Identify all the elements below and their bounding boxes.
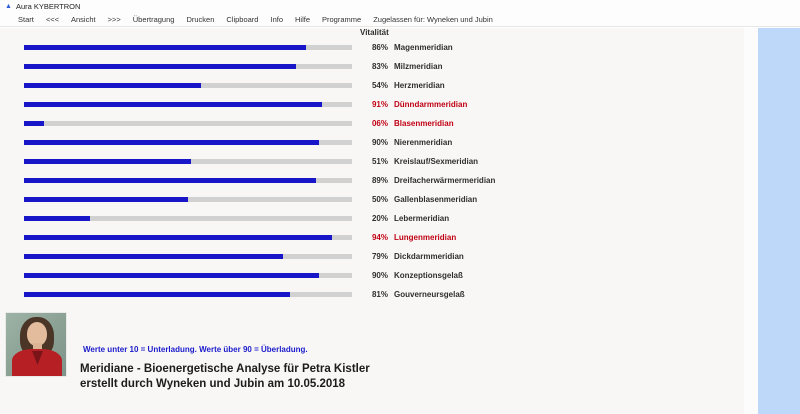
menu-item-1[interactable]: <<< — [45, 14, 59, 24]
legend-label: Nierenmeridian — [394, 138, 453, 147]
bar-track — [24, 140, 352, 145]
bar-row — [24, 209, 352, 228]
right-blue-panel — [758, 28, 800, 414]
report-title-line1: Meridiane - Bioenergetische Analyse für Petra Kistler — [80, 363, 370, 375]
bar-track — [24, 292, 352, 297]
bar-track — [24, 102, 352, 107]
bar-fill — [24, 235, 332, 240]
legend-value: 79% — [371, 252, 388, 261]
bar-row — [24, 285, 352, 304]
bar-track — [24, 121, 352, 126]
legend-row — [358, 247, 578, 266]
legend-value: 91% — [371, 100, 388, 109]
legend-value: 50% — [371, 195, 388, 204]
legend-label: Milzmeridian — [394, 62, 443, 71]
patient-photo — [5, 312, 67, 377]
right-gap-strip — [744, 28, 758, 414]
bar-track — [24, 45, 352, 50]
legend-value: 20% — [371, 214, 388, 223]
legend-value: 81% — [371, 290, 388, 299]
bar-fill — [24, 178, 316, 183]
bar-row — [24, 95, 352, 114]
bar-row — [24, 76, 352, 95]
legend-row — [358, 76, 578, 95]
bar-track — [24, 254, 352, 259]
legend-row — [358, 152, 578, 171]
legend-value: 94% — [371, 233, 388, 242]
bar-row — [24, 266, 352, 285]
bar-row — [24, 247, 352, 266]
bar-fill — [24, 254, 283, 259]
legend-row — [358, 285, 578, 304]
legend-label: Kreislauf/Sexmeridian — [394, 157, 479, 166]
menu-bar — [0, 12, 800, 27]
bar-fill — [24, 121, 44, 126]
menu-item-10[interactable]: Zugelassen für: Wyneken und Jubin — [373, 14, 493, 24]
legend-row — [358, 171, 578, 190]
menu-item-7[interactable]: Info — [270, 14, 283, 24]
bar-track — [24, 216, 352, 221]
bar-row — [24, 228, 352, 247]
legend-label: Lebermeridian — [394, 214, 450, 223]
menu-item-0[interactable]: Start — [18, 14, 34, 24]
legend-value: 89% — [371, 176, 388, 185]
bar-fill — [24, 273, 319, 278]
bar-track — [24, 178, 352, 183]
legend-label: Konzeptionsgelaß — [394, 271, 463, 280]
bar-fill — [24, 45, 306, 50]
bar-fill — [24, 83, 201, 88]
legend-label: Lungenmeridian — [394, 233, 457, 242]
bar-row — [24, 190, 352, 209]
bar-row — [24, 133, 352, 152]
legend-row — [358, 57, 578, 76]
main-content — [0, 28, 800, 414]
legend-rows — [358, 38, 578, 304]
legend-value: 90% — [371, 138, 388, 147]
legend-row — [358, 38, 578, 57]
bar-fill — [24, 216, 90, 221]
legend-value: 06% — [371, 119, 388, 128]
bar-fill — [24, 102, 322, 107]
legend-title: Vitalität — [360, 28, 389, 37]
bar-fill — [24, 197, 188, 202]
bar-track — [24, 83, 352, 88]
threshold-note: Werte unter 10 = Unterladung. Werte über 90 = Überladung. — [83, 345, 308, 354]
bar-track — [24, 159, 352, 164]
legend-value: 86% — [371, 43, 388, 52]
legend-row — [358, 114, 578, 133]
legend-label: Dreifacherwärmermeridian — [394, 176, 496, 185]
legend-row — [358, 228, 578, 247]
bar-fill — [24, 292, 290, 297]
bar-row — [24, 114, 352, 133]
window-title: Aura KYBERTRON — [15, 1, 81, 11]
bar-fill — [24, 64, 296, 69]
meridian-bars — [24, 38, 352, 304]
bar-track — [24, 235, 352, 240]
bar-row — [24, 57, 352, 76]
vitality-legend — [358, 28, 578, 304]
legend-value: 90% — [371, 271, 388, 280]
bar-fill — [24, 140, 319, 145]
bar-track — [24, 273, 352, 278]
menu-item-2[interactable]: Ansicht — [70, 14, 96, 24]
legend-label: Herzmeridian — [394, 81, 445, 90]
bar-fill — [24, 159, 191, 164]
menu-item-4[interactable]: Übertragung — [132, 14, 175, 24]
menu-item-5[interactable]: Drucken — [186, 14, 215, 24]
legend-label: Gouverneursgelaß — [394, 290, 465, 299]
legend-row — [358, 266, 578, 285]
legend-row — [358, 133, 578, 152]
legend-label: Magenmeridian — [394, 43, 453, 52]
window-titlebar — [0, 0, 800, 12]
legend-label: Gallenblasenmeridian — [394, 195, 478, 204]
bar-track — [24, 64, 352, 69]
bar-track — [24, 197, 352, 202]
menu-item-6[interactable]: Clipboard — [226, 14, 259, 24]
app-triangle-icon: ▲ — [5, 2, 12, 10]
bar-row — [24, 171, 352, 190]
menu-item-3[interactable]: >>> — [107, 14, 121, 24]
bar-row — [24, 38, 352, 57]
legend-value: 83% — [371, 62, 388, 71]
report-title — [80, 362, 370, 392]
legend-label: Dünndarmmeridian — [394, 100, 468, 109]
legend-value: 51% — [371, 157, 388, 166]
legend-row — [358, 209, 578, 228]
legend-row — [358, 95, 578, 114]
legend-value: 54% — [371, 81, 388, 90]
bar-row — [24, 152, 352, 171]
menu-item-9[interactable]: Programme — [322, 14, 362, 24]
legend-row — [358, 190, 578, 209]
legend-label: Blasenmeridian — [394, 119, 454, 128]
menu-item-8[interactable]: Hilfe — [295, 14, 311, 24]
report-title-line2: erstellt durch Wyneken und Jubin am 10.05.2018 — [80, 378, 346, 390]
legend-label: Dickdarmmeridian — [394, 252, 464, 261]
